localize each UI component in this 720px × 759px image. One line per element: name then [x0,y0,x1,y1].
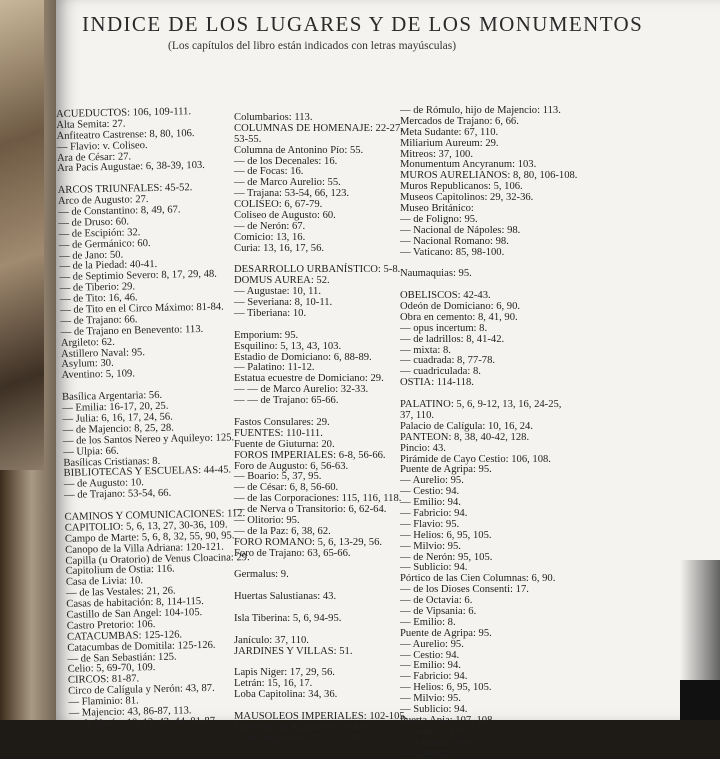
index-entry: Estadio de Domiciano: 6, 88-89. [234,351,372,363]
index-entry: — de Majencio: 8, 25, 28. [62,422,175,436]
index-entry: Basílica Argentaria: 56. [61,389,163,404]
index-entry: — — de Trajano: 65-66. [234,395,339,407]
index-entry: — de Constantino: 8, 49, 67. [58,204,181,218]
index-entry: 37, 110. [400,409,435,421]
index-entry: — Capena: 5. [400,747,459,759]
index-entry: Curia: 13, 16, 17, 56. [234,242,325,254]
index-entry: MAUSOLEOS IMPERIALES: 102-105. [234,710,408,722]
index-entry: — Vaticano: 85, 98-100. [400,246,505,258]
index-entry: Germalus: 9. [234,569,289,581]
index-entry: Pórtico de las Cien Columnas: 6, 90. [400,573,556,585]
index-entry: — de las Vestales: 21, 26. [66,585,176,600]
index-entry: — de las Corporaciones: 115, 116, 118. [234,493,402,505]
index-entry: — — de Marco Aurelio: 32-33. [234,384,369,396]
index-entry: — de Vipsania: 6. [400,605,477,617]
index-entry: Miliarium Aureum: 29. [400,137,499,149]
index-entry: Naumaquias: 95. [400,268,472,280]
index-entry: Puente de Agripa: 95. [400,627,492,639]
index-entry: COLISEO: 6, 67-79. [234,199,323,211]
index-entry: Loba Capitolina: 34, 36. [234,689,338,701]
index-entry: — Asinaria: 106. [400,736,473,748]
index-entry: — Milvio: 95. [400,693,461,705]
index-entry: PALATINO: 5, 6, 9-12, 13, 16, 24-25, [400,399,562,411]
index-entry: — de Trajano: 53-54, 66. [63,487,172,502]
index-entry: PANTEON: 8, 38, 40-42, 128. [400,431,530,443]
index-entry: — Tiberiana: 10. [234,308,307,320]
index-entry: Canopo de la Villa Adriana: 120-121. [65,541,224,556]
index-entry: CIRCOS: 81-87. [67,673,140,687]
index-entry: BIBLIOTECAS Y ESCUELAS: 44-45. [63,464,232,480]
index-entry: — de Nerón: 95, 105. [400,551,493,563]
index-entry: Castro Pretorio: 106. [66,618,156,632]
index-entry: Letrán: 15, 16, 17. [234,678,313,690]
index-entry: Astillero Naval: 95. [60,346,146,360]
index-entry: — de la Piedad: 40-41. [59,259,158,273]
index-entry: — Olitorio: 95. [234,514,300,526]
index-entry: — Flavio: v. Coliseo. [56,139,148,153]
index-entry: — Trajana: 53-54, 66, 123. [234,188,350,200]
index-entry: — Emilia: 16-17, 20, 25. [62,400,169,414]
index-entry: Esquilino: 5, 13, 43, 103. [234,340,342,352]
index-entry: Catacumbas de Domitila: 125-126. [67,639,216,654]
index-entry: FORO ROMANO: 5, 6, 13-29, 56. [234,536,383,548]
index-entry: — Flaminio: 81. [68,695,139,708]
index-entry: Foro de Augusto: 6, 56-63. [234,460,349,472]
index-entry: — de Foligno: 95. [400,213,478,225]
index-entry: Fuente de Giuturna: 20. [234,438,335,450]
index-entry: — de los Decenales: 16. [234,155,338,167]
index-entry: — Sublicio: 94. [400,703,468,715]
index-entry: — Nacional de Nápoles: 98. [400,224,521,236]
index-column-3 [400,106,630,759]
index-entry: DOMUS AUREA: 52. [234,275,330,287]
dark-corner [680,680,720,720]
index-entry: Obra en cemento: 8, 41, 90. [400,311,518,323]
index-entry: — de Augusto: 10. [63,477,144,491]
index-entry: COLUMNAS DE HOMENAJE: 22-27, [234,122,403,134]
index-entry: Columna de Antonino Pío: 55. [234,144,364,156]
index-entry: Castillo de San Angel: 104-105. [66,607,203,621]
index-entry: Fastos Consulares: 29. [234,416,330,428]
page-title: INDICE DE LOS LUGARES Y DE LOS MONUMENTOS [82,12,644,36]
index-entry: — de los Santos Nereo y Aquileyo: 125. [62,432,235,447]
index-entry: — de Augusto: 6, 43, 102-103. [234,732,366,744]
index-entry: Mitreos: 37, 100. [400,148,473,160]
index-entry: — Boario: 5, 37, 95. [234,471,322,483]
index-entry: — de Tito: 16, 46. [59,292,138,306]
index-entry: Columbarios: 113. [234,112,313,123]
index-entry: — de Nerva o Transitorio: 6, 62-64. [234,504,387,516]
index-entry: Argileto: 62. [60,336,115,349]
index-entry: — de Trajano: 66. [60,314,138,327]
index-entry: Museo Británico: [400,203,474,215]
index-entry: DESARROLLO URBANÍSTICO: 5-8. [234,264,401,276]
index-entry: — Emilio: 8. [400,616,456,628]
index-entry: Anfiteatro Castrense: 8, 80, 106. [56,127,195,142]
index-entry: Celio: 5, 69-70, 109. [67,662,156,676]
index-entry: — de Escipión: 32. [58,227,141,240]
index-entry: Pincio: 43. [400,442,446,454]
index-entry: — de los Dioses Consenti: 17. [400,584,529,596]
index-entry: — Augustae: 10, 11. [234,286,321,298]
index-entry: Campo de Marte: 5, 6, 8, 32, 55, 90, 95. [64,530,235,545]
index-page [55,0,720,759]
index-entry: Museos Capitolinos: 29, 32-36. [400,192,534,204]
index-entry: Ara de César: 27. [56,151,132,164]
page-subtitle: (Los capítulos del libro están indicados con letras mayúsculas) [168,40,457,52]
index-entry: Meta Sudante: 67, 110. [400,126,499,138]
index-entry: CAMINOS Y COMUNICACIONES: 112. [64,508,246,523]
index-entry: FUENTES: 110-111. [234,427,323,439]
index-entry: — Severiana: 8, 10-11. [234,297,333,309]
index-entry: Estatua ecuestre de Domiciano: 29. [234,373,384,385]
index-entry: — de Nerón: 10, 12, 43, 44, 81-87. [68,715,218,730]
index-entry: — Fabricio: 94. [400,671,468,683]
index-entry: — de Octavia: 6. [400,595,473,607]
index-entry: — Sublicio: 94. [400,562,468,574]
index-entry: — mixta: 8. [400,344,451,356]
index-entry: Capilla (u Oratorio) de Venus Cloacina: 29. [65,551,250,567]
index-entry: ARCOS TRIUNFALES: 45-52. [57,182,193,197]
index-entry: — Helios: 6, 95, 105. [400,529,492,541]
index-entry: — Cestio: 94. [400,486,460,498]
index-column-1 [56,106,259,731]
index-entry: Circo de Calígula y Nerón: 43, 87. [68,683,215,698]
index-entry: — de Septimio Severo: 8, 17, 29, 48. [59,269,218,284]
index-entry: — Fabricio: 94. [400,507,468,519]
index-entry: Mercados de Trajano: 6, 66. [400,115,519,127]
index-entry: — Cestio: 94. [400,649,460,661]
index-entry: Odeón de Domiciano: 6, 90. [400,301,521,313]
index-entry: — Majencio: 43, 86-87, 113. [68,705,192,719]
index-entry: Monumentum Ancyranum: 103. [400,159,537,171]
index-entry: — Helios: 6, 95, 105. [400,682,492,694]
index-entry: Ara Pacis Augustae: 6, 38-39, 103. [57,160,206,175]
index-entry: — de Druso: 60. [58,216,130,229]
index-entry: — opus incertum: 8. [400,322,488,334]
index-entry: Basílicas Cristianas: 8. [63,455,161,469]
index-entry: Lapis Niger: 17, 29, 56. [234,667,335,679]
index-entry: CATACUMBAS: 125-126. [66,629,183,643]
index-entry: — de Focas: 16. [234,166,304,178]
index-entry: Palacio de Calígula: 10, 16, 24. [400,420,533,432]
index-entry: Coliseo de Augusto: 60. [234,210,336,222]
index-entry: — Palatino: 11-12. [234,362,315,374]
index-entry: Muros Republicanos: 5, 106. [400,181,523,193]
index-entry: MUROS AURELIANOS: 8, 80, 106-108. [400,170,578,182]
index-entry: — de Tiberio: 29. [59,281,136,295]
index-entry: Casas de habitación: 8, 114-115. [66,596,204,610]
index-entry: — Flavio: 95. [400,518,460,530]
index-entry: — cuadrada: 8, 77-78. [400,355,496,367]
index-entry: — de Nerón: 67. [234,220,306,232]
index-entry: Puente de Agripa: 95. [400,464,492,476]
index-entry: ACUEDUCTOS: 106, 109-111. [55,106,192,120]
index-entry: Janículo: 37, 110. [234,634,309,646]
index-entry: — de San Sebastián: 125. [67,651,177,665]
index-entry: Huertas Salustianas: 43. [234,591,337,603]
index-entry: Emporium: 95. [234,329,299,341]
index-entry: Capitolium de Ostia: 116. [65,564,175,578]
index-entry: Aventino: 5, 109. [61,368,136,382]
index-entry: — Milvio: 95. [400,540,461,552]
index-entry: 53-55. [234,133,262,145]
index-entry: — de Rómulo, hijo de Majencio: 113. [400,105,561,116]
index-entry: OBELISCOS: 42-43. [400,290,491,302]
index-entry: — Ulpia: 66. [63,445,119,458]
index-entry: — Julia: 6, 16, 17, 24, 56. [62,411,173,425]
index-entry: Isla Tiberina: 5, 6, 94-95. [234,612,342,624]
index-entry: — Emilio: 94. [400,660,461,672]
index-entry: — de Trajano en Benevento: 113. [60,323,204,338]
adjacent-photo-detail [0,0,44,470]
index-entry: — de la Paz: 6, 38, 62. [234,525,331,537]
index-entry: — Aurelio: 95. [400,475,464,487]
index-entry: Alta Semita: 27. [56,118,126,131]
index-entry: — de ladrillos: 8, 41-42. [400,333,505,345]
index-entry: Casa de Livia: 10. [65,575,144,589]
index-entry: Puerta Apia: 107, 108. [400,714,496,726]
index-entry: FOROS IMPERIALES: 6-8, 56-66. [234,449,386,461]
index-entry: Asylum: 30. [61,358,114,371]
index-entry: — de Jano: 50. [58,249,124,262]
index-entry: CAPITOLIO: 5, 6, 13, 27, 30-36, 109. [64,519,228,534]
index-entry: — de Germánico: 60. [58,237,151,251]
index-entry: — de Tito en el Circo Máximo: 81-84. [60,301,224,316]
index-entry: — Aurelio: 95. [400,638,464,650]
index-entry: Mausoleo de Adriano: 6, 104-105. [234,721,380,733]
index-entry: — de César: 6, 8, 56-60. [234,482,339,494]
index-entry: Arco de Augusto: 27. [57,194,149,208]
index-entry: — Nacional Romano: 98. [400,235,509,247]
index-entry: — Aurelia: 108. [400,725,469,737]
index-entry: Pirámide de Cayo Cestio: 106, 108. [400,453,551,465]
index-entry: OSTIA: 114-118. [400,377,474,389]
index-entry: — de Marco Aurelio: 55. [234,177,341,189]
index-entry: Foro de Trajano: 63, 65-66. [234,547,351,559]
index-entry: Comicio: 13, 16. [234,231,306,243]
index-entry: — cuadriculada: 8. [400,366,481,378]
index-entry: — Emilio: 94. [400,497,461,509]
index-entry: JARDINES Y VILLAS: 51. [234,645,353,657]
